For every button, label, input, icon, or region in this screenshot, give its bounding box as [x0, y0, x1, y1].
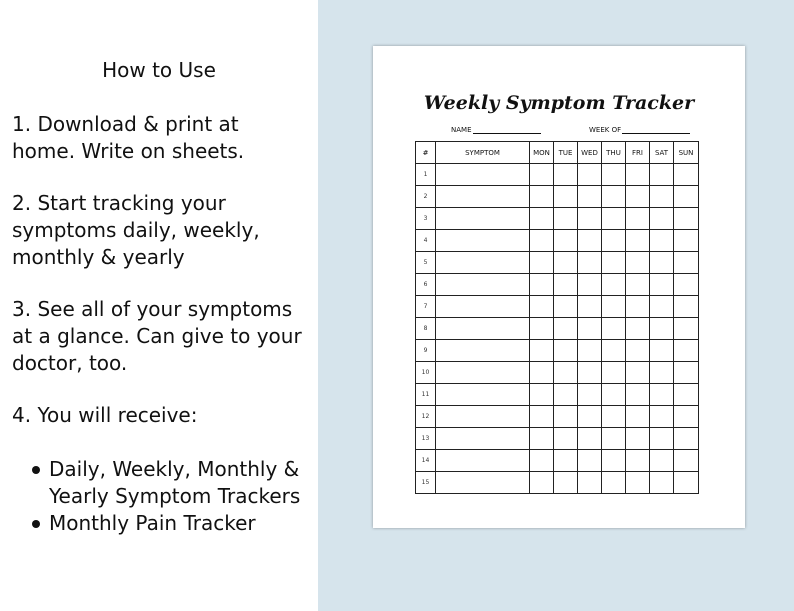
table-row [416, 362, 699, 384]
column-header: MON [530, 142, 554, 164]
day-cell [602, 230, 626, 252]
day-cell [554, 164, 578, 186]
day-cell [530, 384, 554, 406]
column-header: TUE [554, 142, 578, 164]
row-number: 3 [416, 208, 436, 230]
day-cell [626, 186, 650, 208]
week-of-field [589, 125, 690, 134]
day-cell [602, 362, 626, 384]
day-cell [578, 208, 602, 230]
column-header: # [416, 142, 436, 164]
day-cell [650, 274, 674, 296]
day-cell [602, 164, 626, 186]
day-cell [602, 384, 626, 406]
day-cell [602, 450, 626, 472]
day-cell [626, 428, 650, 450]
table-row [416, 252, 699, 274]
week-of-line [622, 125, 690, 134]
day-cell [554, 230, 578, 252]
day-cell [674, 340, 699, 362]
symptom-cell [436, 450, 530, 472]
day-cell [626, 340, 650, 362]
row-number: 14 [416, 450, 436, 472]
receive-list [32, 456, 312, 537]
day-cell [578, 230, 602, 252]
symptom-cell [436, 252, 530, 274]
day-cell [674, 186, 699, 208]
day-cell [602, 186, 626, 208]
day-cell [674, 384, 699, 406]
list-item: Daily, Weekly, Monthly & Yearly Symptom Trackers [32, 456, 312, 510]
row-number: 6 [416, 274, 436, 296]
day-cell [626, 296, 650, 318]
symptom-cell [436, 384, 530, 406]
day-cell [626, 318, 650, 340]
day-cell [674, 296, 699, 318]
day-cell [554, 208, 578, 230]
day-cell [554, 252, 578, 274]
day-cell [626, 208, 650, 230]
row-number: 10 [416, 362, 436, 384]
day-cell [674, 472, 699, 494]
day-cell [578, 340, 602, 362]
day-cell [530, 208, 554, 230]
day-cell [602, 406, 626, 428]
row-number: 9 [416, 340, 436, 362]
day-cell [578, 318, 602, 340]
table-row [416, 450, 699, 472]
symptom-cell [436, 164, 530, 186]
day-cell [650, 384, 674, 406]
day-cell [674, 318, 699, 340]
column-header: WED [578, 142, 602, 164]
table-row [416, 428, 699, 450]
table-row [416, 274, 699, 296]
day-cell [578, 164, 602, 186]
symptom-cell [436, 296, 530, 318]
day-cell [602, 340, 626, 362]
day-cell [554, 318, 578, 340]
day-cell [602, 274, 626, 296]
day-cell [578, 252, 602, 274]
day-cell [554, 362, 578, 384]
day-cell [578, 450, 602, 472]
day-cell [554, 384, 578, 406]
day-cell [626, 164, 650, 186]
day-cell [530, 252, 554, 274]
row-number: 11 [416, 384, 436, 406]
table-row [416, 186, 699, 208]
column-header: SYMPTOM [436, 142, 530, 164]
day-cell [650, 208, 674, 230]
column-header: THU [602, 142, 626, 164]
sheet-title: Weekly Symptom Tracker [423, 92, 695, 114]
day-cell [626, 406, 650, 428]
day-cell [650, 362, 674, 384]
table-row [416, 208, 699, 230]
day-cell [578, 406, 602, 428]
day-cell [650, 472, 674, 494]
how-to-use-title: How to Use [102, 58, 216, 82]
day-cell [674, 208, 699, 230]
table-row [416, 406, 699, 428]
day-cell [578, 296, 602, 318]
table-row [416, 230, 699, 252]
day-cell [674, 450, 699, 472]
day-cell [554, 340, 578, 362]
table-row [416, 472, 699, 494]
day-cell [674, 164, 699, 186]
day-cell [650, 252, 674, 274]
day-cell [578, 384, 602, 406]
row-number: 13 [416, 428, 436, 450]
day-cell [650, 296, 674, 318]
day-cell [554, 406, 578, 428]
day-cell [554, 472, 578, 494]
day-cell [578, 428, 602, 450]
day-cell [554, 296, 578, 318]
day-cell [626, 450, 650, 472]
row-number: 8 [416, 318, 436, 340]
symptom-cell [436, 208, 530, 230]
day-cell [650, 318, 674, 340]
table-row [416, 164, 699, 186]
table-row [416, 384, 699, 406]
day-cell [674, 406, 699, 428]
step-4-text: 4. You will receive: [12, 403, 198, 427]
day-cell [626, 362, 650, 384]
day-cell [650, 428, 674, 450]
step-2-text: 2. Start tracking your symptoms daily, weekly, monthly & yearly [12, 191, 260, 269]
day-cell [578, 274, 602, 296]
step-1-text: 1. Download & print at home. Write on sheets. [12, 112, 245, 163]
symptom-cell [436, 362, 530, 384]
day-cell [626, 252, 650, 274]
symptom-cell [436, 472, 530, 494]
row-number: 1 [416, 164, 436, 186]
table-body [416, 164, 699, 494]
column-header: SAT [650, 142, 674, 164]
day-cell [530, 230, 554, 252]
day-cell [554, 428, 578, 450]
column-header: FRI [626, 142, 650, 164]
day-cell [530, 318, 554, 340]
day-cell [578, 472, 602, 494]
table-row [416, 340, 699, 362]
step-3-text: 3. See all of your symptoms at a glance. Can give to your doctor, too. [12, 297, 302, 375]
day-cell [554, 186, 578, 208]
day-cell [602, 296, 626, 318]
symptom-cell [436, 186, 530, 208]
table-header-row [416, 142, 699, 164]
day-cell [626, 274, 650, 296]
day-cell [578, 362, 602, 384]
day-cell [626, 384, 650, 406]
name-label: NAME [451, 126, 472, 134]
symptom-table [415, 141, 699, 494]
day-cell [650, 340, 674, 362]
symptom-cell [436, 318, 530, 340]
day-cell [578, 186, 602, 208]
day-cell [674, 230, 699, 252]
symptom-cell [436, 274, 530, 296]
tracker-sheet [373, 46, 745, 528]
day-cell [674, 274, 699, 296]
day-cell [530, 274, 554, 296]
day-cell [626, 472, 650, 494]
day-cell [650, 450, 674, 472]
day-cell [530, 340, 554, 362]
day-cell [530, 428, 554, 450]
day-cell [674, 428, 699, 450]
day-cell [650, 164, 674, 186]
day-cell [530, 164, 554, 186]
table-row [416, 318, 699, 340]
day-cell [650, 230, 674, 252]
day-cell [602, 318, 626, 340]
day-cell [602, 472, 626, 494]
instructions-panel [0, 0, 318, 611]
name-field [451, 125, 541, 134]
row-number: 15 [416, 472, 436, 494]
day-cell [554, 274, 578, 296]
day-cell [530, 296, 554, 318]
day-cell [602, 428, 626, 450]
row-number: 7 [416, 296, 436, 318]
symptom-cell [436, 340, 530, 362]
column-header: SUN [674, 142, 699, 164]
day-cell [650, 406, 674, 428]
row-number: 4 [416, 230, 436, 252]
day-cell [554, 450, 578, 472]
day-cell [530, 450, 554, 472]
day-cell [530, 406, 554, 428]
week-of-label: WEEK OF [589, 126, 622, 134]
name-line [473, 125, 541, 134]
symptom-cell [436, 406, 530, 428]
symptom-cell [436, 230, 530, 252]
row-number: 5 [416, 252, 436, 274]
list-item: Monthly Pain Tracker [32, 510, 312, 537]
day-cell [530, 362, 554, 384]
symptom-cell [436, 428, 530, 450]
day-cell [530, 186, 554, 208]
row-number: 12 [416, 406, 436, 428]
row-number: 2 [416, 186, 436, 208]
day-cell [530, 472, 554, 494]
table-row [416, 296, 699, 318]
day-cell [650, 186, 674, 208]
day-cell [602, 252, 626, 274]
day-cell [674, 362, 699, 384]
day-cell [626, 230, 650, 252]
day-cell [602, 208, 626, 230]
day-cell [674, 252, 699, 274]
